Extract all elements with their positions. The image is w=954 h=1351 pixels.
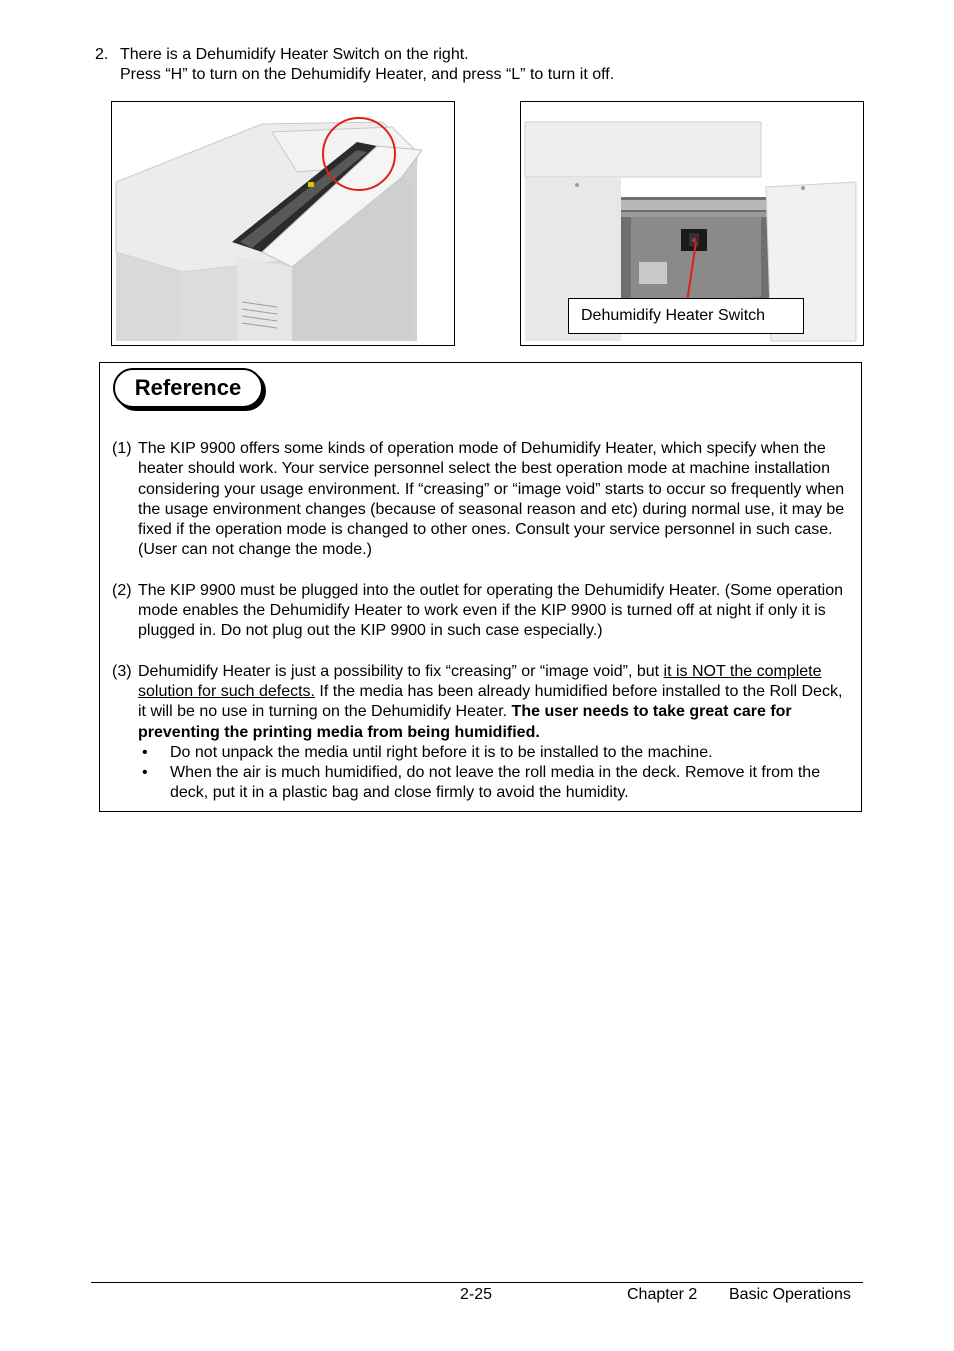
step-line-1: 2. There is a Dehumidify Heater Switch on the right. <box>95 46 469 63</box>
footer-chapter: Chapter 2 <box>627 1286 698 1303</box>
page-number: 2-25 <box>460 1286 493 1303</box>
underlined-warning: it is NOT the complete solution for such defects. <box>138 662 822 700</box>
footer-section: Basic Operations <box>729 1286 851 1303</box>
reference-item-1: (1) The KIP 9900 offers some kinds of operation mode of Dehumidify Heater, which specify when the heater should work. Your service personnel select the best operation mode at machine installation considering your usage environment. If “creasing” or “image void” starts to occur so frequently when the usage environment changes (because of seasonal reason and etc) during normal use, it may be fixed if the operation mode is changed to other ones. Consult your service personnel in such case. (User can not change the mode.) <box>112 440 845 559</box>
list-item: • When the air is much humidified, do not leave the roll media in the deck. Remove it from the deck, put it in a plastic bag and close firmly to avoid the humidity. <box>138 763 852 804</box>
reference-item-3: (3) Dehumidify Heater is just a possibility to fix “creasing” or “image void”, but it is NOT the complete solution for such defects. If the media has been already humidified before installed to the Roll Deck, it will be no use in turning on the Dehumidify Heater. The user needs to take great care for preventing the printing media from being humidified. • Do not unpack the media until right before it is to be installed to the machine. • When the air is much humidified, do not leave the roll media in the deck. Remove it from the deck, put it in a plastic bag and close firmly to avoid the humidity. <box>112 662 852 804</box>
footer-rule <box>91 1282 863 1283</box>
bold-warning: The user needs to take great care for preventing the printing media from being humidified. <box>138 703 792 741</box>
list-item: • Do not unpack the media until right before it is to be installed to the machine. <box>138 743 852 763</box>
step-line-2: Press “H” to turn on the Dehumidify Heater, and press “L” to turn it off. <box>120 66 615 83</box>
reference-content <box>112 439 852 824</box>
heater-switch-callout: Dehumidify Heater Switch <box>568 298 804 334</box>
bullet-icon: • <box>142 764 148 782</box>
step-instruction <box>95 45 614 85</box>
bullet-icon: • <box>142 743 148 761</box>
reference-badge: Reference <box>113 368 263 408</box>
printer-overview-photo <box>111 101 455 346</box>
bullet-list <box>138 743 852 804</box>
step-number: 2. <box>95 46 109 63</box>
reference-item-2: (2) The KIP 9900 must be plugged into the outlet for operating the Dehumidify Heater. (Some operation mode enables the Dehumidify Heater to work even if the KIP 9900 is turned off at night if only it is plugged in. Do not plug out the KIP 9900 in such case especially.) <box>112 581 844 640</box>
